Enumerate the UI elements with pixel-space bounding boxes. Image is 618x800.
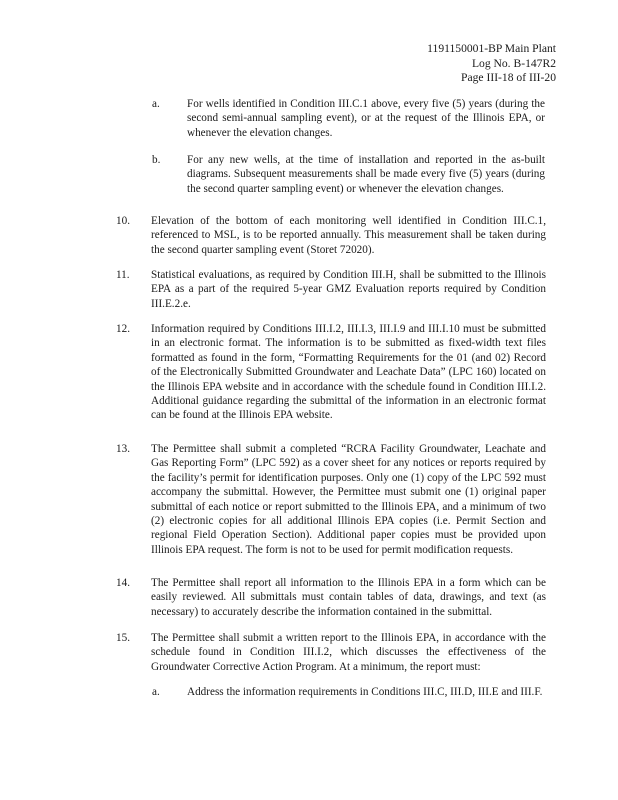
item-label: a. — [152, 686, 160, 698]
page-header — [427, 42, 556, 86]
item-label: 12. — [116, 323, 130, 335]
item-label: 13. — [116, 443, 130, 455]
item-text: The Permittee shall submit a written report to the Illinois EPA, in accordance with the schedule found in Condition III.I.2, which discusses the effectiveness of the Groundwater Corrective Action Program. At a minimum, the report must: — [151, 632, 546, 673]
item-label: 10. — [116, 215, 130, 227]
item-text: Address the information requirements in Conditions III.C, III.D, III.E and III.F. — [187, 686, 543, 698]
item-text: The Permittee shall report all information to the Illinois EPA in a form which can be easily reviewed. All submittals must contain tables of data, drawings, and text (as necessary) to accurately describe the information contained in the submittal. — [151, 577, 546, 618]
header-page-number: Page III-18 of III-20 — [461, 71, 556, 84]
item-text: Elevation of the bottom of each monitoring well identified in Condition III.C.1, referenced to MSL, is to be reported annually. This measurement shall be taken during the second quarter sampling event (Storet 72020). — [151, 215, 546, 256]
item-text: For wells identified in Condition III.C.1 above, every five (5) years (during the second semi-annual sampling event), or at the request of the Illinois EPA, or whenever the elevation changes. — [187, 98, 545, 139]
item-label: 11. — [116, 269, 130, 281]
item-label: b. — [152, 154, 161, 166]
header-log-number: Log No. B-147R2 — [471, 56, 556, 70]
item-text: The Permittee shall submit a completed “RCRA Facility Groundwater, Leachate and Gas Reporting Form” (LPC 592) as a cover sheet for any notices or reports required by the facility’s permit for identification purposes. Only one (1) copy of the LPC 592 must accompany the submittal. However, the Permittee must submit one (1) original paper submittal of each notice or report submitted to the Illinois EPA, and a minimum of two (2) electronic copies for all additional Illinois EPA copies (i.e. Permit Section and regional Field Operation Section). Additional paper copies must be provided upon Illinois EPA request. The form is not to be used for permit modification requests. — [151, 443, 546, 556]
item-text: Information required by Conditions III.I.2, III.I.3, III.I.9 and III.I.10 must be submitted in an electronic format. The information is to be submitted as fixed-width text files formatted as found in the form, “Formatting Requirements for the 01 (and 02) Record of the Electronically Submitted Groundwater and Leachate Data” (LPC 160) located on the Illinois EPA website and in accordance with the schedule found in Condition III.I.2. Additional guidance regarding the submittal of the information in an electronic format can be found at the Illinois EPA website. — [151, 323, 546, 422]
item-text: For any new wells, at the time of installation and reported in the as-built diagrams. Subsequent measurements shall be made every five (5) years (during the second quarter sampling event) or whenever the elevation changes. — [187, 154, 545, 195]
item-text: Statistical evaluations, as required by Condition III.H, shall be submitted to the Illinois EPA as a part of the required 5-year GMZ Evaluation reports required by Condition III.E.2.e. — [151, 269, 546, 310]
header-permit-number: 1191150001-BP Main Plant — [427, 42, 556, 55]
item-label: 14. — [116, 577, 130, 589]
item-label: a. — [152, 98, 160, 110]
item-label: 15. — [116, 632, 130, 644]
